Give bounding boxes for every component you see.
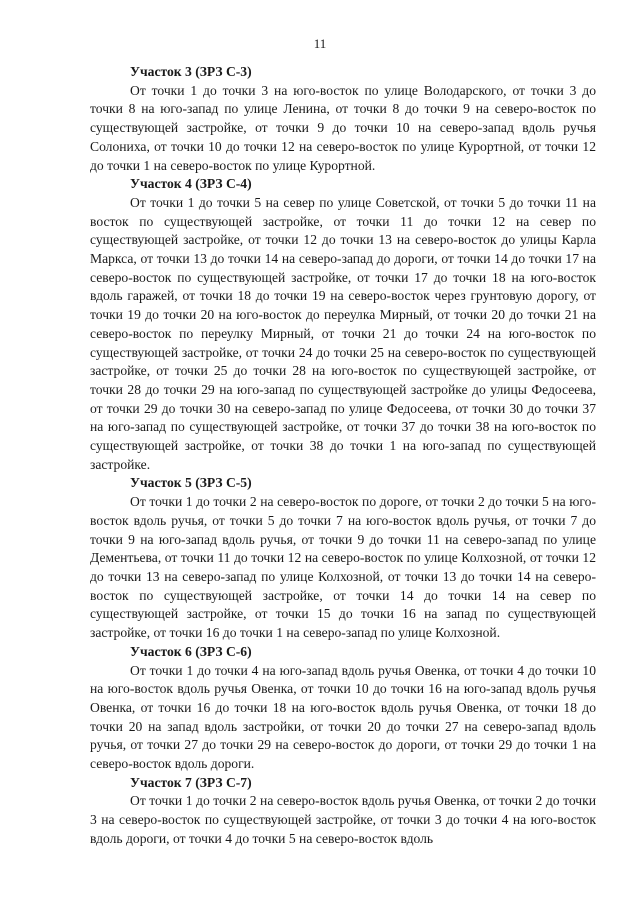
section-text: От точки 1 до точки 3 на юго-восток по улице Володарского, от точки 3 до точки 8 на юго-запад по улице Ленина, от точки 8 до точки 9 на северо-восток по существующей застройке, от точки 9 до точки 10 на северо-запад вдоль ручья Солониха, от точки 10 до точки 12 на северо-восток по улице Курортной, от точки 12 до точки 1 на северо-восток по улице Курортной. [90, 82, 596, 173]
section-5 [90, 474, 596, 642]
section-heading: Участок 4 (ЗРЗ С-4) [130, 176, 252, 192]
section-heading: Участок 7 (ЗРЗ С-7) [130, 774, 252, 790]
section-3 [90, 63, 596, 175]
section-text: От точки 1 до точки 2 на северо-восток по дороге, от точки 2 до точки 5 на юго-восток вдоль ручья, от точки 5 до точки 7 на юго-восток вдоль ручья, от точки 7 до точки 9 на юго-запад вдоль ручья, от точки 9 до точки 11 на северо-запад по улице Дементьева, от точки 11 до точки 12 на северо-восток по улице Колхозной, от точки 12 до точки 13 на северо-запад по улице Колхозной, от точки 13 до точки 14 на северо-восток по существующей застройке, от точки 14 до точки 14 на север по существующей застройке, от точки 15 до точки 16 на запад по существующей застройке, от точки 16 до точки 1 на северо-запад по улице Колхозной. [90, 494, 596, 641]
section-heading: Участок 6 (ЗРЗ С-6) [130, 643, 252, 659]
document-body [90, 63, 596, 849]
section-heading: Участок 5 (ЗРЗ С-5) [130, 475, 252, 491]
section-heading: Участок 3 (ЗРЗ С-3) [130, 64, 252, 79]
section-4 [90, 175, 596, 474]
section-text: От точки 1 до точки 5 на север по улице Советской, от точки 5 до точки 11 на восток по существующей застройке, от точки 11 до точки 12 на север по существующей застройке, от точки 12 до точки 13 на северо-восток до улицы Карла Маркса, от точки 13 до точки 14 на северо-запад до дороги, от точки 14 до точки 17 на северо-восток по существующей застройке, от точки 17 до точки 18 на юго-восток вдоль гаражей, от точки 18 до точки 19 на северо-восток через грунтовую дорогу, от точки 19 до точки 20 на юго-восток до переулка Мирный, от точки 20 до точки 21 на северо-восток по переулку Мирный, от точки 21 до точки 24 на юго-восток по существующей застройке, от точки 24 до точки 25 на северо-восток по существующей застройке, от точки 25 до точки 28 на юго-восток по существующей застройке, от точки 28 до точки 29 на юго-запад по существующей застройке до улицы Федосеева, от точки 29 до точки 30 на северо-запад по улице Федосеева, от точки 30 до точки 37 на юго-запад по существующей застройке, от точки 37 до точки 38 на юго-восток по существующей застройке, от точки 38 до точки 1 на юго-запад по существующей застройке. [90, 194, 596, 472]
section-7 [90, 774, 596, 849]
section-text: От точки 1 до точки 4 на юго-запад вдоль ручья Овенка, от точки 4 до точки 10 на юго-восток вдоль ручья Овенка, от точки 10 до точки 16 на юго-запад вдоль ручья Овенка, от точки 16 до точки 18 на юго-восток вдоль ручья Овенка, от точки 18 до точки 20 на запад вдоль застройки, от точки 20 до точки 27 на северо-запад вдоль ручья, от точки 27 до точки 29 на северо-восток до дороги, от точки 29 до точки 1 на северо-восток вдоль дороги. [90, 662, 596, 772]
section-text: От точки 1 до точки 2 на северо-восток вдоль ручья Овенка, от точки 2 до точки 3 на северо-восток по существующей застройке, от точки 3 до точки 4 на юго-восток вдоль дороги, от точки 4 до точки 5 на северо-восток вдоль [90, 793, 596, 846]
page-number: 11 [313, 36, 327, 51]
section-6 [90, 643, 596, 774]
